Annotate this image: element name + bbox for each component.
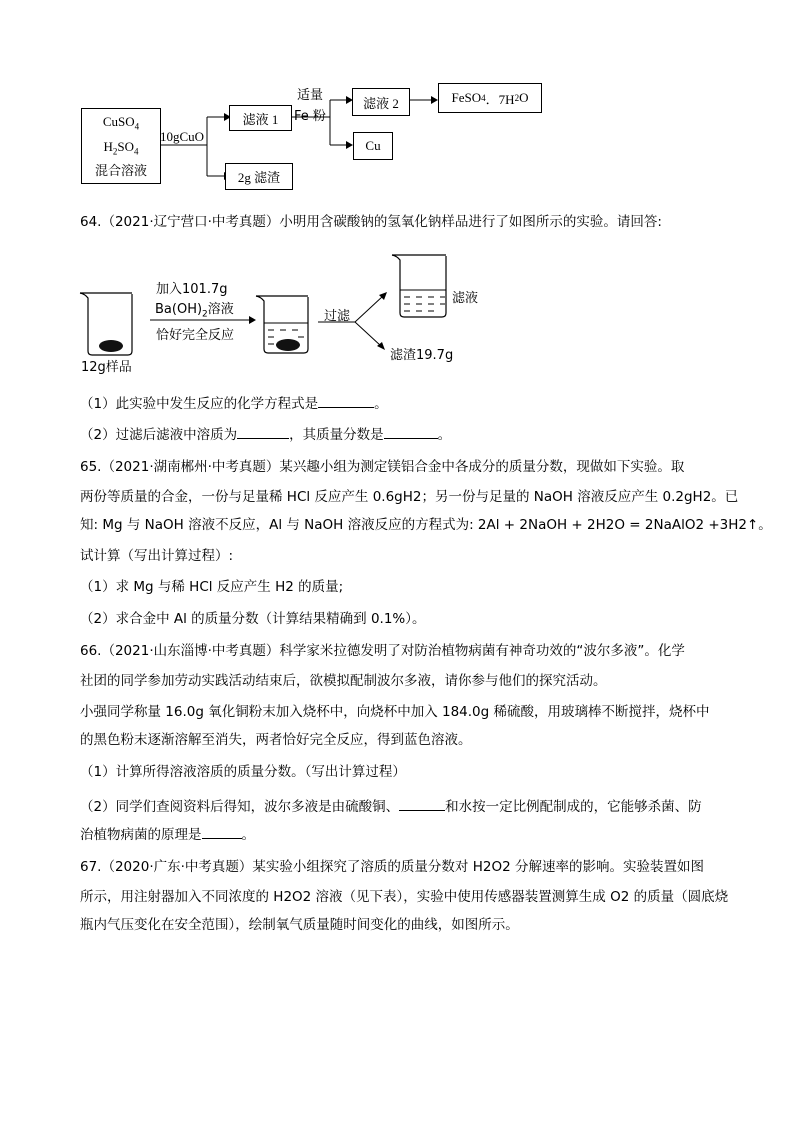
q64-sub2-end: 。 <box>437 427 452 443</box>
q64-sub2-blank-2[interactable] <box>384 424 438 439</box>
q64-add-label-1: 加入101.7g <box>156 282 228 297</box>
q64-header: 64.（2021·辽宁营口·中考真题）小明用含碳酸钠的氢氧化钠样品进行了如图所示的实验。请回答: <box>80 214 662 230</box>
q64-sub2 <box>80 424 720 446</box>
q64-beakers <box>0 0 794 380</box>
q64-sample-label: 12g样品 <box>81 360 132 375</box>
q66-sub2-line2 <box>80 824 720 846</box>
q66-sub2-blank-2[interactable] <box>202 824 242 839</box>
q66-line1: 66.（2021·山东淄博·中考真题）科学家米拉德发明了对防治植物病菌有神奇功效的“波尔多液”。化学 <box>80 643 685 659</box>
q65-line1: 65.（2021·湖南郴州·中考真题）某兴趣小组为测定镁铝合金中各成分的质量分数，现做如下实验。取 <box>80 459 685 475</box>
q64-filter-label: 过滤 <box>324 309 351 324</box>
q66-sub2-blank-1[interactable] <box>399 796 445 811</box>
q64-add-label-3: 恰好完全反应 <box>156 328 235 343</box>
q66-sub2-mid: 和水按一定比例配制成的，它能够杀菌、防 <box>445 799 702 815</box>
q66-sub1: （1）计算所得溶液溶质的质量分数。（写出计算过程） <box>80 764 406 780</box>
q64-add-label-2: $Ba(OH)_2$溶液 <box>155 302 234 320</box>
q64-sub1 <box>80 393 720 415</box>
q64-sub2-blank-1[interactable] <box>237 424 289 439</box>
q66-line2: 社团的同学参加劳动实践活动结束后，欲模拟配制波尔多液，请你参与他们的探究活动。 <box>80 673 607 689</box>
filtrate2-box: 滤液 2 <box>352 88 410 116</box>
q67-line2: 所示，用注射器加入不同浓度的 H2O2 溶液（见下表），实验中使用传感器装置测算生成 O2 的质量（圆底烧 <box>80 889 729 905</box>
q67-line1: 67.（2020·广东·中考真题）某实验小组探究了溶质的质量分数对 H2O2 分解速率的影响。实验装置如图 <box>80 859 704 875</box>
q66-sub2-text: （2）同学们查阅资料后得知，波尔多液是由硫酸铜、 <box>80 799 400 815</box>
product-box: FeSO 4 ．7H 2 O <box>438 83 542 113</box>
q66-sub2-line2-text: 治植物病菌的原理是 <box>80 827 202 843</box>
q67-line3: 瓶内气压变化在安全范围），绘制氧气质量随时间变化的曲线，如图所示。 <box>80 917 519 933</box>
reagent-amount-label: 适量 <box>297 88 324 103</box>
residue-box: 2g 滤渣 <box>225 163 293 190</box>
q64-sub1-text: （1）此实验中发生反应的化学方程式是 <box>80 396 319 412</box>
q65-line4: 试计算（写出计算过程）: <box>80 548 234 564</box>
q65-line2: 两份等质量的合金，一份与足量稀 HCl 反应产生 0.6gH2；另一份与足量的 NaOH 溶液反应产生 0.2gH2。已 <box>80 489 739 505</box>
q64-residue-label: 滤渣19.7g <box>390 348 454 363</box>
q64-filtrate-label: 滤液 <box>452 291 479 306</box>
filtrate1-box: 滤液 1 <box>229 105 292 131</box>
reagent-fe-label: Fe 粉 <box>294 109 326 124</box>
q66-sub2-end: 。 <box>241 827 255 843</box>
q66-line3: 小强同学称量 16.0g 氧化铜粉末加入烧杯中，向烧杯中加入 184.0g 稀硫酸，用玻璃棒不断搅拌，烧杯中 <box>80 704 710 720</box>
q66-line4: 的黑色粉末逐渐溶解至消失，两者恰好完全反应，得到蓝色溶液。 <box>80 732 472 748</box>
q65-sub1: （1）求 Mg 与稀 HCl 反应产生 H2 的质量; <box>80 579 344 595</box>
q64-sub1-blank[interactable] <box>318 393 374 408</box>
q64-sub2-mid: ，其质量分数是 <box>289 427 384 443</box>
q64-sub2-text: （2）过滤后滤液中溶质为 <box>80 427 238 443</box>
mixed-solution-label: 混合溶液 <box>94 163 147 179</box>
q65-sub2: （2）求合金中 Al 的质量分数（计算结果精确到 0.1%）。 <box>80 611 426 627</box>
q64-sub1-end: 。 <box>374 396 388 412</box>
q66-sub2 <box>80 796 720 818</box>
reagent-cuo-label: 10gCuO <box>160 129 205 144</box>
cu-box: Cu <box>353 132 393 160</box>
q65-line3: 知: Mg 与 NaOH 溶液不反应，Al 与 NaOH 溶液反应的方程式为: 2Al + 2NaOH + 2H2O = 2NaAlO2 +3H2↑。 <box>80 517 772 533</box>
cuso4-label: CuSO$_4$ <box>102 113 140 132</box>
h2so4-label: $H_2SO_4$ <box>103 138 139 157</box>
